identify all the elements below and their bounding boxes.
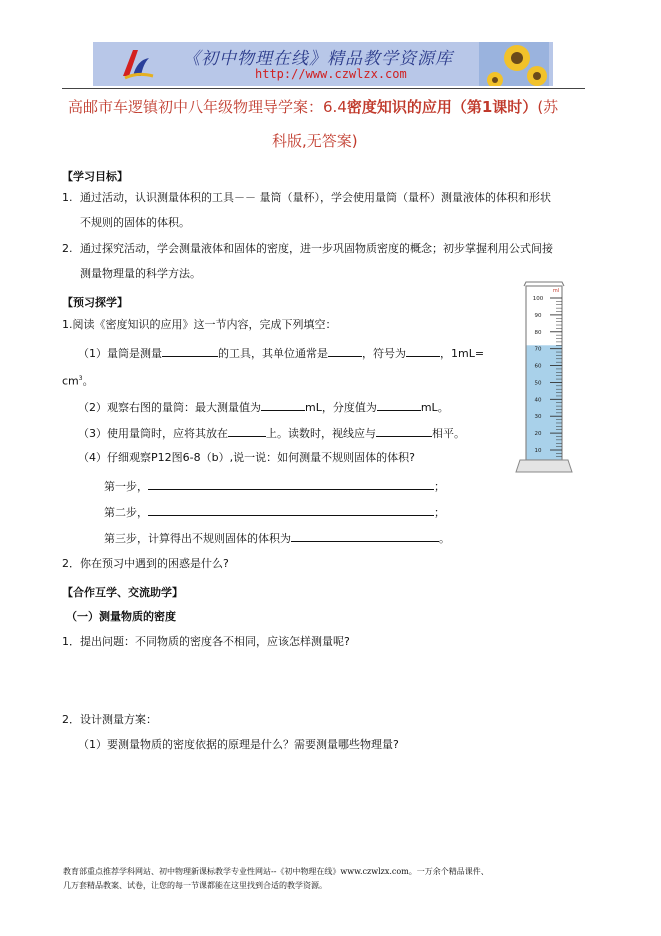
step-2: 第二步， ； <box>104 506 445 519</box>
preview-q1-4: （4）仔细观察P12图6-8（b）,说一说：如何测量不规则固体的体积? <box>78 451 415 464</box>
goal-2-text: 通过探究活动，学会测量液体和固体的密度，进一步巩固物质密度的概念；初步掌握利用公式间接 <box>80 242 553 255</box>
scale-label: 40 <box>534 397 542 404</box>
blank-field[interactable] <box>406 345 440 357</box>
site-logo-icon <box>119 46 155 82</box>
cooperate-q2: 2．设计测量方案： <box>62 713 157 726</box>
footer-line-1: 教育部重点推荐学科网站、初中物理新课标教学专业性网站--《初中物理在线》www.czwlzx.com。一万余个精品课件、 <box>63 867 489 876</box>
cylinder-unit-label: ml <box>552 288 560 294</box>
preview-q1-1: （1）量筒是测量 的工具，其单位通常是 ，符号为 ，1mL= <box>78 347 485 360</box>
graduated-cylinder-figure <box>512 280 576 476</box>
header-banner <box>93 42 553 86</box>
blank-field[interactable] <box>162 345 218 357</box>
blank-field[interactable] <box>148 504 434 516</box>
blank-field[interactable] <box>376 425 432 437</box>
scale-label: 20 <box>534 431 542 438</box>
section-heading-cooperate: 【合作互学、交流助学】 <box>62 586 183 599</box>
blank-field[interactable] <box>148 478 434 490</box>
page-title: 高邮市车逻镇初中八年级物理导学案：6.4密度知识的应用（第1课时）(苏 <box>68 98 559 116</box>
scale-label: 10 <box>534 448 542 454</box>
step-3: 第三步，计算得出不规则固体的体积为 。 <box>104 532 450 545</box>
blank-field[interactable] <box>261 399 305 411</box>
scale-label: 60 <box>534 363 542 370</box>
banner-title: 《初中物理在线》精品教学资源库 <box>183 49 453 69</box>
preview-q1: 1.阅读《密度知识的应用》这一节内容，完成下列填空： <box>62 318 337 331</box>
blank-field[interactable] <box>291 530 439 542</box>
blank-field[interactable] <box>377 399 421 411</box>
section-heading-preview: 【预习探学】 <box>62 296 128 309</box>
preview-q1-2: （2）观察右图的量筒：最大测量值为 mL，分度值为 mL。 <box>78 401 449 414</box>
section-heading-goals: 【学习目标】 <box>62 170 128 183</box>
preview-q1-3: （3）使用量筒时，应将其放在 上。读数时，视线应与 相平。 <box>78 427 465 440</box>
goal-1-num: 1. <box>62 191 73 204</box>
goal-2-text-cont: 测量物理量的科学方法。 <box>80 267 201 280</box>
goal-1-text: 通过活动，认识测量体积的工具－－ 量筒（量杯），学会使用量筒（量杯）测量液体的体积和形状 <box>80 191 551 204</box>
cooperate-q1: 1．提出问题：不同物质的密度各不相同，应该怎样测量呢? <box>62 635 350 648</box>
blank-field[interactable] <box>228 425 266 437</box>
cooperate-q2-1: （1）要测量物质的密度依据的原理是什么？需要测量哪些物理量? <box>78 738 399 751</box>
scale-label: 100 <box>532 296 544 302</box>
sunflower-icon <box>479 42 549 86</box>
footer-line-2: 几万套精品教案、试卷，让您的每一节课都能在这里找到合适的教学资源。 <box>63 881 327 890</box>
scale-label: 50 <box>534 380 542 387</box>
blank-field[interactable] <box>328 345 362 357</box>
page-title-line2: 科版,无答案) <box>272 132 358 150</box>
subsection-heading: （一）测量物质的密度 <box>66 610 176 623</box>
preview-q2: 2．你在预习中遇到的困惑是什么? <box>62 557 229 570</box>
goal-1-text-cont: 不规则的固体的体积。 <box>80 216 190 229</box>
preview-q1-1-cont: $cm^3$。 <box>62 374 94 388</box>
header-rule <box>62 88 585 89</box>
graduated-cylinder <box>516 282 572 472</box>
scale-label: 80 <box>534 329 542 336</box>
scale-label: 90 <box>534 312 542 319</box>
scale-label: 30 <box>534 414 542 421</box>
goal-2-num: 2. <box>62 242 73 255</box>
scale-label: 70 <box>534 346 542 353</box>
banner-url[interactable]: http://www.czwlzx.com <box>255 67 407 81</box>
step-1: 第一步， ； <box>104 480 445 493</box>
